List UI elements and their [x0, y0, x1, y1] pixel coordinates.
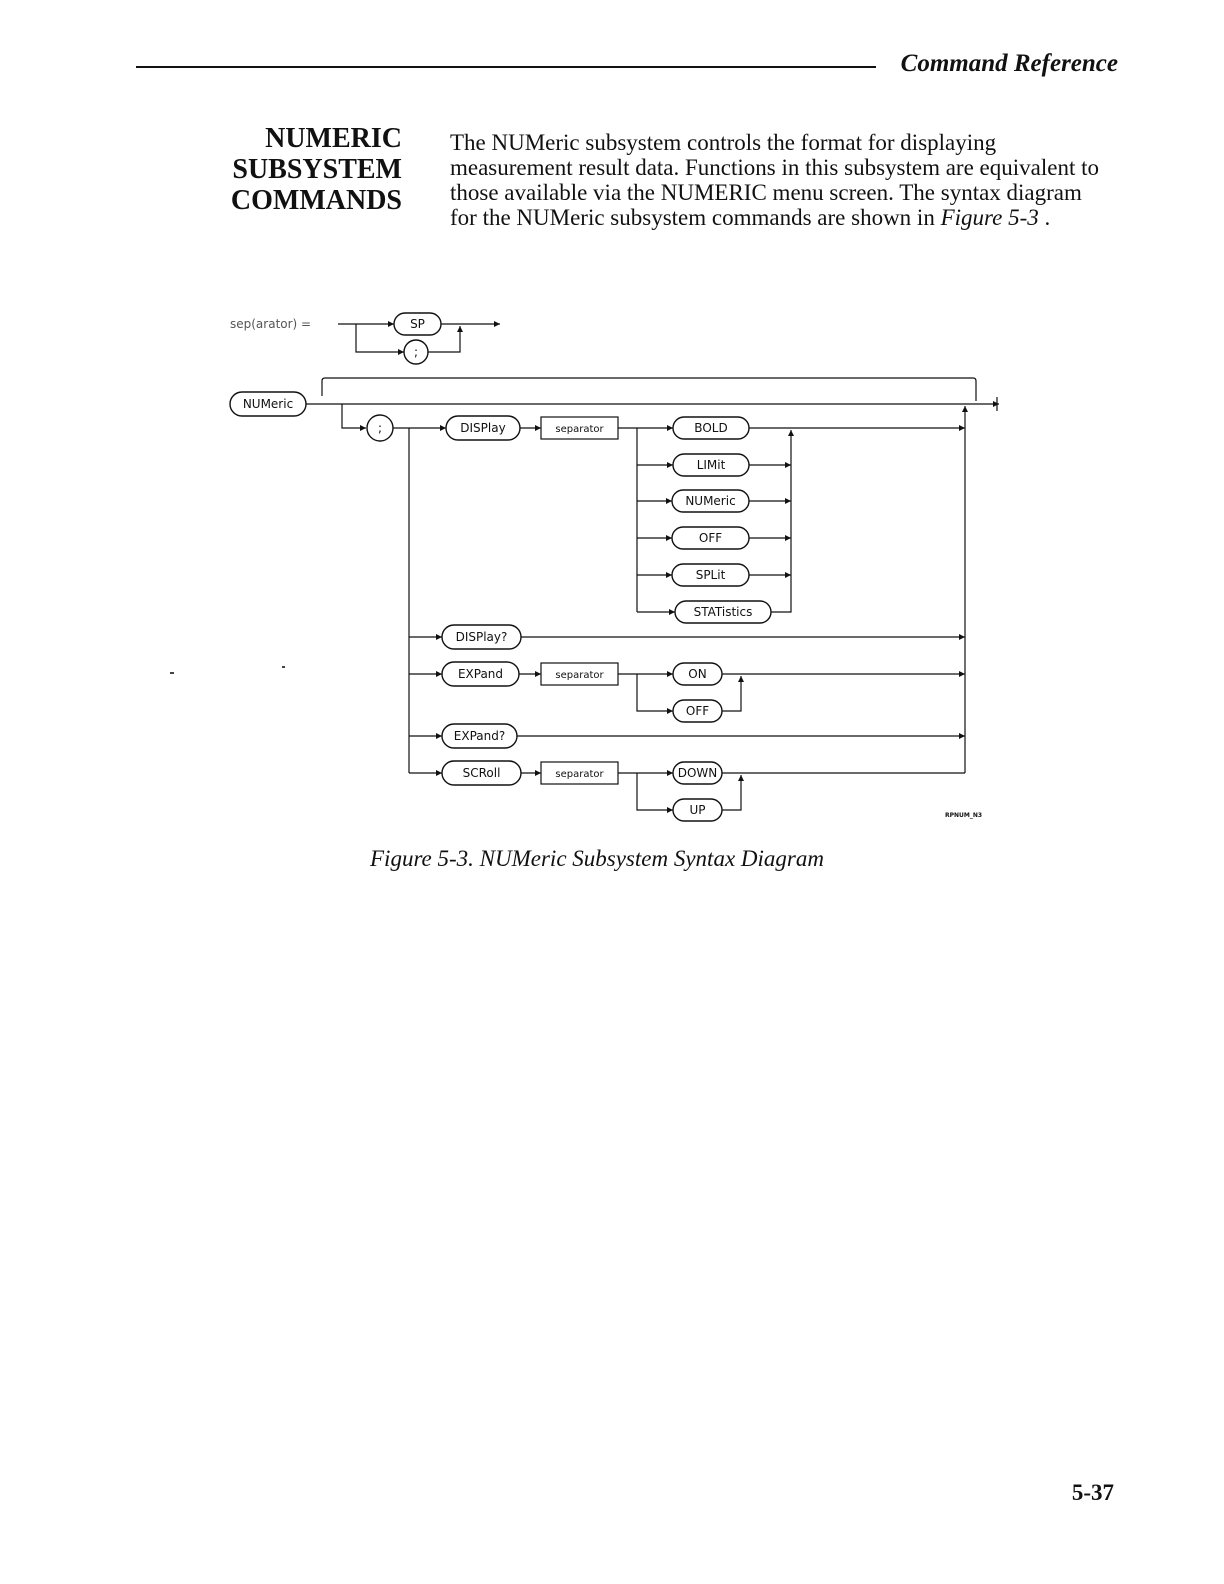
- semicolon-option-label: ;: [413, 345, 419, 359]
- option-on-label: ON: [688, 667, 707, 681]
- section-heading-line-2: SUBSYSTEM: [232, 154, 402, 185]
- display-query-pill: [442, 625, 521, 649]
- scroll-separator-label: separator: [555, 769, 604, 780]
- display-command-pill: [446, 416, 520, 440]
- numeric-root-pill: [230, 392, 306, 416]
- expand-separator-label: separator: [555, 670, 604, 681]
- section-heading-line-1: NUMERIC: [265, 123, 402, 154]
- expand-command-pill: [442, 662, 519, 686]
- semicolon-option-pill: [404, 340, 428, 364]
- expand-separator-box: [541, 663, 618, 685]
- sp-option-pill: [394, 313, 441, 335]
- option-numeric-pill: [672, 490, 749, 512]
- section-heading-line-3: COMMANDS: [230, 185, 402, 216]
- display-query-label: DISPlay?: [455, 630, 508, 644]
- option-expand-off-label: OFF: [685, 704, 710, 718]
- option-off-label: OFF: [698, 531, 723, 545]
- intro-end: .: [1038, 205, 1051, 230]
- expand-command-label: EXPand: [457, 667, 504, 681]
- option-up-label: UP: [689, 803, 706, 817]
- scroll-separator-box: [541, 762, 618, 784]
- option-up-pill: [673, 799, 722, 821]
- option-statistics-pill: [675, 601, 771, 623]
- running-head: Command Reference: [900, 50, 1118, 77]
- option-down-pill: [673, 762, 722, 784]
- option-on-pill: [673, 663, 722, 685]
- intro-text: The NUMeric subsystem controls the format for displaying measurement result data. Functions in this subsystem are equivalent to those available via the NUMERIC menu screen. The syntax diagram for the NUMeric subsystem commands are shown in: [450, 130, 1099, 230]
- scroll-command-pill: [442, 761, 521, 785]
- option-limit-pill: [673, 454, 749, 476]
- chain-semicolon-label: ;: [377, 421, 383, 435]
- figure-caption: Figure 5-3. NUMeric Subsystem Syntax Diagram: [370, 846, 824, 871]
- option-bold-label: BOLD: [694, 421, 728, 435]
- expand-query-pill: [442, 724, 517, 748]
- option-bold-pill: [673, 417, 749, 439]
- display-separator-label: separator: [555, 424, 604, 435]
- stray-mark: [282, 666, 285, 668]
- stray-mark: [170, 672, 174, 674]
- option-down-label: DOWN: [677, 766, 718, 780]
- display-separator-box: [541, 417, 618, 439]
- figure-id: RPNUM_N3: [945, 812, 983, 819]
- chain-semicolon-pill: [367, 415, 393, 441]
- option-statistics-label: STATistics: [693, 605, 753, 619]
- option-split-label: SPLit: [695, 568, 726, 582]
- scroll-command-label: SCRoll: [462, 766, 501, 780]
- figure-reference: Figure 5-3: [940, 205, 1039, 230]
- expand-query-label: EXPand?: [453, 729, 506, 743]
- page-number: 5-37: [1071, 1480, 1114, 1505]
- option-expand-off-pill: [673, 700, 722, 722]
- numeric-root-label: NUMeric: [242, 397, 294, 411]
- separator-definition-label: sep(arator) =: [230, 317, 312, 331]
- option-limit-label: LIMit: [696, 458, 726, 472]
- option-off-pill: [672, 527, 749, 549]
- option-numeric-label: NUMeric: [685, 494, 736, 508]
- option-split-pill: [672, 564, 749, 586]
- display-command-label: DISPlay: [460, 421, 506, 435]
- sp-option-label: SP: [410, 317, 425, 331]
